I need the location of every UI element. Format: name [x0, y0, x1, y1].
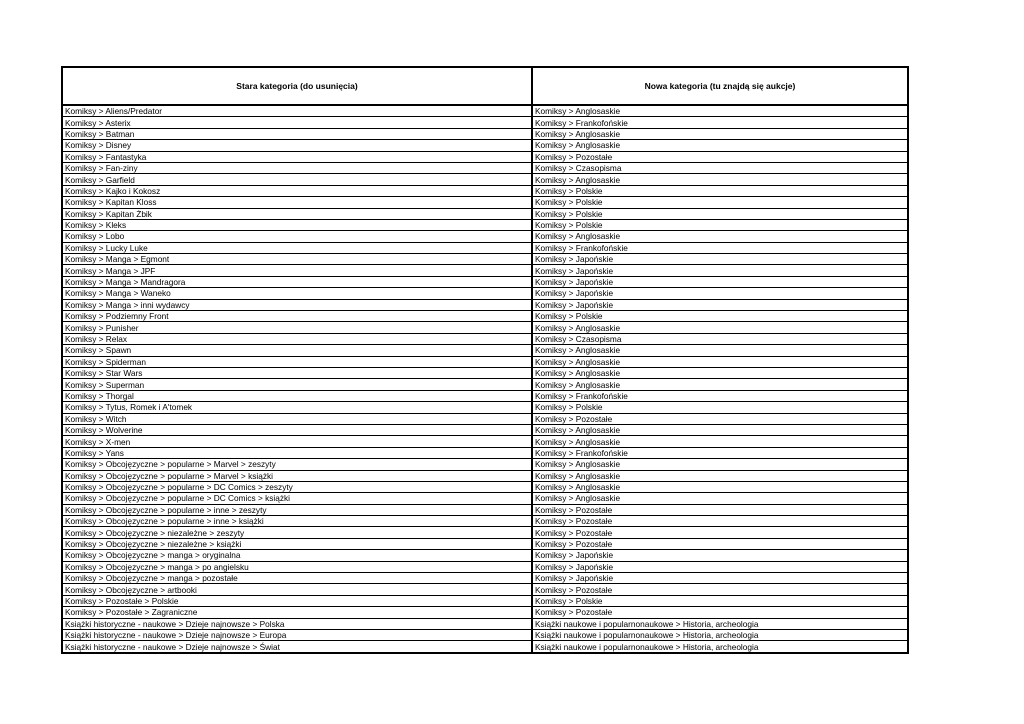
table-row — [62, 208, 908, 219]
old-category-cell: Komiksy > Obcojęzyczne > manga > pozostałe — [62, 573, 532, 584]
new-category-cell: Komiksy > Polskie — [532, 595, 908, 606]
table-row — [62, 333, 908, 344]
old-category-cell: Komiksy > Obcojęzyczne > popularne > DC Comics > książki — [62, 493, 532, 504]
old-category-cell: Komiksy > Obcojęzyczne > niezależne > zeszyty — [62, 527, 532, 538]
old-category-cell: Komiksy > Relax — [62, 333, 532, 344]
table-row — [62, 345, 908, 356]
old-category-cell: Komiksy > Manga > Waneko — [62, 288, 532, 299]
old-category-cell: Książki historyczne - naukowe > Dzieje najnowsze > Polska — [62, 618, 532, 629]
table-row — [62, 265, 908, 276]
new-category-cell: Komiksy > Polskie — [532, 197, 908, 208]
category-mapping-table — [61, 66, 909, 654]
old-category-cell: Komiksy > X-men — [62, 436, 532, 447]
new-category-cell: Komiksy > Anglosaskie — [532, 105, 908, 117]
old-category-cell: Komiksy > Superman — [62, 379, 532, 390]
old-category-cell: Komiksy > Thorgal — [62, 390, 532, 401]
table-row — [62, 629, 908, 640]
new-category-cell: Komiksy > Anglosaskie — [532, 356, 908, 367]
table-row — [62, 641, 908, 653]
table-row — [62, 311, 908, 322]
old-category-cell: Komiksy > Aliens/Predator — [62, 105, 532, 117]
new-category-cell: Komiksy > Pozostałe — [532, 504, 908, 515]
new-category-cell: Komiksy > Anglosaskie — [532, 322, 908, 333]
old-category-cell: Komiksy > Obcojęzyczne > popularne > inne > zeszyty — [62, 504, 532, 515]
new-category-cell: Komiksy > Anglosaskie — [532, 128, 908, 139]
table-row — [62, 254, 908, 265]
old-category-cell: Komiksy > Star Wars — [62, 367, 532, 378]
table-row — [62, 128, 908, 139]
table-row — [62, 322, 908, 333]
new-category-cell: Komiksy > Frankofońskie — [532, 447, 908, 458]
new-category-cell: Komiksy > Anglosaskie — [532, 459, 908, 470]
new-category-cell: Komiksy > Japońskie — [532, 276, 908, 287]
old-category-cell: Komiksy > Lobo — [62, 231, 532, 242]
table-row — [62, 367, 908, 378]
new-category-cell: Komiksy > Anglosaskie — [532, 231, 908, 242]
new-category-cell: Komiksy > Japońskie — [532, 254, 908, 265]
old-category-cell: Komiksy > Pozostałe > Polskie — [62, 595, 532, 606]
table-row — [62, 595, 908, 606]
old-category-cell: Komiksy > Wolverine — [62, 424, 532, 435]
new-category-cell: Komiksy > Pozostałe — [532, 151, 908, 162]
new-category-cell: Komiksy > Pozostałe — [532, 584, 908, 595]
new-category-cell: Komiksy > Japońskie — [532, 573, 908, 584]
old-category-cell: Komiksy > Disney — [62, 140, 532, 151]
old-category-cell: Komiksy > Obcojęzyczne > popularne > DC Comics > zeszyty — [62, 481, 532, 492]
new-category-cell: Książki naukowe i popularnonaukowe > Historia, archeologia — [532, 618, 908, 629]
old-category-cell: Komiksy > Kapitan Żbik — [62, 208, 532, 219]
old-category-cell: Komiksy > Obcojęzyczne > popularne > Marvel > zeszyty — [62, 459, 532, 470]
table-row — [62, 584, 908, 595]
new-category-cell: Komiksy > Frankofońskie — [532, 117, 908, 128]
table-row — [62, 162, 908, 173]
new-category-cell: Komiksy > Anglosaskie — [532, 493, 908, 504]
new-category-cell: Komiksy > Japońskie — [532, 288, 908, 299]
new-category-cell: Komiksy > Anglosaskie — [532, 424, 908, 435]
new-category-cell: Komiksy > Anglosaskie — [532, 379, 908, 390]
old-category-cell: Komiksy > Batman — [62, 128, 532, 139]
table-row — [62, 516, 908, 527]
old-category-cell: Komiksy > Fantastyka — [62, 151, 532, 162]
table-row — [62, 299, 908, 310]
old-category-cell: Komiksy > Tytus, Romek i A'tomek — [62, 402, 532, 413]
table-row — [62, 288, 908, 299]
new-category-cell: Komiksy > Anglosaskie — [532, 481, 908, 492]
table-row — [62, 231, 908, 242]
table-row — [62, 447, 908, 458]
old-category-cell: Komiksy > Witch — [62, 413, 532, 424]
old-category-cell: Komiksy > Podziemny Front — [62, 311, 532, 322]
new-category-cell: Komiksy > Pozostałe — [532, 413, 908, 424]
new-category-cell: Komiksy > Pozostałe — [532, 607, 908, 618]
new-category-cell: Komiksy > Pozostałe — [532, 527, 908, 538]
old-category-cell: Komiksy > Manga > Mandragora — [62, 276, 532, 287]
new-category-cell: Komiksy > Japońskie — [532, 299, 908, 310]
table-row — [62, 470, 908, 481]
table-row — [62, 276, 908, 287]
table-row — [62, 402, 908, 413]
new-category-cell: Komiksy > Pozostałe — [532, 516, 908, 527]
new-category-cell: Książki naukowe i popularnonaukowe > Historia, archeologia — [532, 641, 908, 653]
table-row — [62, 379, 908, 390]
new-category-cell: Komiksy > Anglosaskie — [532, 436, 908, 447]
new-category-cell: Komiksy > Japońskie — [532, 561, 908, 572]
table-row — [62, 561, 908, 572]
table-row — [62, 527, 908, 538]
new-category-cell: Książki naukowe i popularnonaukowe > Historia, archeologia — [532, 629, 908, 640]
table-row — [62, 459, 908, 470]
old-category-cell: Komiksy > Garfield — [62, 174, 532, 185]
table-row — [62, 140, 908, 151]
table-row — [62, 550, 908, 561]
table-row — [62, 424, 908, 435]
table-row — [62, 390, 908, 401]
new-category-cell: Komiksy > Polskie — [532, 219, 908, 230]
old-category-cell: Komiksy > Kajko i Kokosz — [62, 185, 532, 196]
new-category-cell: Komiksy > Polskie — [532, 311, 908, 322]
table-row — [62, 481, 908, 492]
new-category-cell: Komiksy > Anglosaskie — [532, 140, 908, 151]
old-category-cell: Komiksy > Kleks — [62, 219, 532, 230]
new-category-cell: Komiksy > Japońskie — [532, 550, 908, 561]
old-category-cell: Komiksy > Obcojęzyczne > manga > po angielsku — [62, 561, 532, 572]
table-row — [62, 618, 908, 629]
old-category-cell: Komiksy > Manga > JPF — [62, 265, 532, 276]
old-category-cell: Komiksy > Obcojęzyczne > popularne > inne > książki — [62, 516, 532, 527]
table-row — [62, 174, 908, 185]
old-category-cell: Komiksy > Punisher — [62, 322, 532, 333]
new-category-cell: Komiksy > Anglosaskie — [532, 367, 908, 378]
old-category-cell: Komiksy > Lucky Luke — [62, 242, 532, 253]
table-row — [62, 242, 908, 253]
new-category-cell: Komiksy > Polskie — [532, 185, 908, 196]
new-category-cell: Komiksy > Anglosaskie — [532, 174, 908, 185]
old-category-cell: Komiksy > Pozostałe > Zagraniczne — [62, 607, 532, 618]
table-row — [62, 219, 908, 230]
old-category-cell: Komiksy > Manga > Egmont — [62, 254, 532, 265]
old-category-cell: Komiksy > Spawn — [62, 345, 532, 356]
table-row — [62, 607, 908, 618]
table-row — [62, 117, 908, 128]
old-category-cell: Komiksy > Yans — [62, 447, 532, 458]
header-old-category: Stara kategoria (do usunięcia) — [62, 67, 532, 105]
old-category-cell: Komiksy > Fan-ziny — [62, 162, 532, 173]
table-row — [62, 185, 908, 196]
table-row — [62, 356, 908, 367]
old-category-cell: Komiksy > Spiderman — [62, 356, 532, 367]
table-row — [62, 151, 908, 162]
old-category-cell: Książki historyczne - naukowe > Dzieje najnowsze > Europa — [62, 629, 532, 640]
old-category-cell: Książki historyczne - naukowe > Dzieje najnowsze > Świat — [62, 641, 532, 653]
old-category-cell: Komiksy > Obcojęzyczne > popularne > Marvel > książki — [62, 470, 532, 481]
old-category-cell: Komiksy > Asterix — [62, 117, 532, 128]
new-category-cell: Komiksy > Frankofońskie — [532, 242, 908, 253]
table-row — [62, 105, 908, 117]
table-row — [62, 573, 908, 584]
new-category-cell: Komiksy > Czasopisma — [532, 333, 908, 344]
table-row — [62, 504, 908, 515]
new-category-cell: Komiksy > Anglosaskie — [532, 470, 908, 481]
old-category-cell: Komiksy > Obcojęzyczne > manga > oryginalna — [62, 550, 532, 561]
new-category-cell: Komiksy > Polskie — [532, 402, 908, 413]
old-category-cell: Komiksy > Kapitan Kloss — [62, 197, 532, 208]
old-category-cell: Komiksy > Obcojęzyczne > artbooki — [62, 584, 532, 595]
old-category-cell: Komiksy > Manga > inni wydawcy — [62, 299, 532, 310]
table-row — [62, 413, 908, 424]
table-row — [62, 538, 908, 549]
new-category-cell: Komiksy > Pozostałe — [532, 538, 908, 549]
table-body — [62, 105, 908, 653]
old-category-cell: Komiksy > Obcojęzyczne > niezależne > książki — [62, 538, 532, 549]
table-row — [62, 197, 908, 208]
new-category-cell: Komiksy > Frankofońskie — [532, 390, 908, 401]
new-category-cell: Komiksy > Polskie — [532, 208, 908, 219]
header-row — [62, 67, 908, 105]
new-category-cell: Komiksy > Anglosaskie — [532, 345, 908, 356]
new-category-cell: Komiksy > Japońskie — [532, 265, 908, 276]
new-category-cell: Komiksy > Czasopisma — [532, 162, 908, 173]
table-row — [62, 436, 908, 447]
header-new-category: Nowa kategoria (tu znajdą się aukcje) — [532, 67, 908, 105]
table-row — [62, 493, 908, 504]
